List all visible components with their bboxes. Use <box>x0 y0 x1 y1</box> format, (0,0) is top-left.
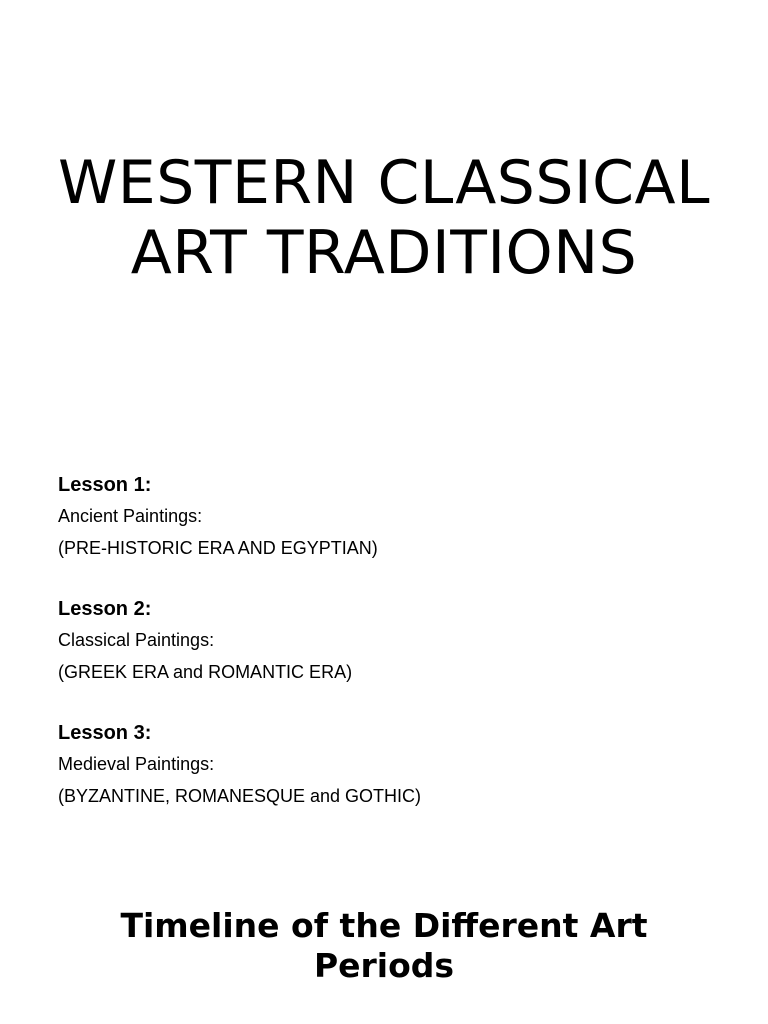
lesson-2 <box>58 594 738 688</box>
timeline-heading <box>0 906 768 986</box>
lesson-subtitle: Classical Paintings: <box>58 630 215 650</box>
page-title-line-2: ART TRADITIONS <box>130 218 638 288</box>
lesson-heading: Lesson 1: <box>58 474 152 496</box>
lesson-detail: (GREEK ERA and ROMANTIC ERA) <box>58 662 353 682</box>
lesson-detail: (PRE-HISTORIC ERA AND EGYPTIAN) <box>58 538 378 558</box>
timeline-heading-line-2: Periods <box>313 946 455 985</box>
page-title-line-1: WESTERN CLASSICAL <box>57 148 710 218</box>
lesson-detail: (BYZANTINE, ROMANESQUE and GOTHIC) <box>58 786 422 806</box>
lesson-heading: Lesson 3: <box>58 722 152 744</box>
lesson-3 <box>58 718 738 812</box>
timeline-heading-line-1: Timeline of the Different Art <box>120 906 648 945</box>
lesson-subtitle: Ancient Paintings: <box>58 506 203 526</box>
lesson-list <box>58 470 738 842</box>
page-title <box>0 148 768 288</box>
lesson-heading: Lesson 2: <box>58 598 152 620</box>
lesson-1 <box>58 470 738 564</box>
lesson-subtitle: Medieval Paintings: <box>58 754 215 774</box>
